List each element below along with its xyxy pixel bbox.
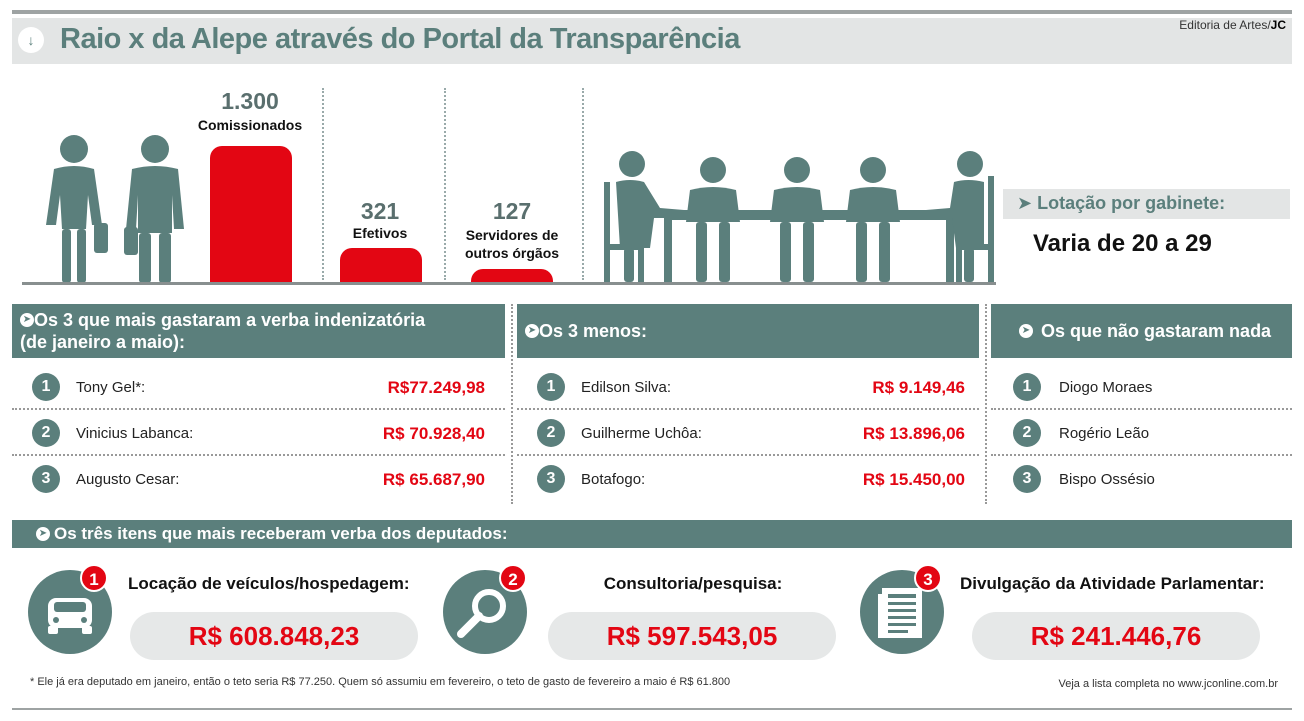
chevron-down-icon: ↓ (18, 27, 44, 53)
baseline (22, 282, 996, 285)
efetivos-bar (340, 248, 422, 282)
top-spenders-heading-line-1: Os 3 que mais gastaram a verba indenizatória (34, 310, 426, 330)
item-value: R$ 241.446,76 (972, 612, 1260, 660)
list-item (12, 410, 505, 456)
deputy-value: R$ 70.928,40 (382, 424, 485, 443)
efetivos-value: 321 (360, 198, 400, 224)
item-badge: 3 (914, 564, 942, 592)
rank-badge: 1 (1013, 373, 1041, 401)
item-title: Divulgação da Atividade Parlamentar: (960, 574, 1265, 593)
woman-figure-icon (40, 133, 110, 283)
man-figure-icon (122, 133, 188, 283)
rank-badge: 1 (32, 373, 60, 401)
divider (582, 88, 584, 280)
lotacao-label-text: Lotação por gabinete: (1037, 193, 1226, 213)
comissionados-bar (210, 146, 292, 282)
deputy-name: Botafogo: (581, 471, 646, 488)
deputy-name: Bispo Ossésio (1059, 471, 1155, 488)
meeting-table-icon (600, 148, 1000, 284)
credit (1120, 18, 1286, 32)
divider (985, 304, 987, 504)
rank-badge: 2 (32, 419, 60, 447)
item-badge: 2 (499, 564, 527, 592)
rank-badge: 3 (537, 465, 565, 493)
more-info-link[interactable]: Veja a lista completa no www.jconline.com.br (1058, 678, 1278, 690)
rank-badge: 3 (1013, 465, 1041, 493)
top-spenders-heading (12, 304, 505, 358)
deputy-name: Vinicius Labanca: (76, 425, 194, 442)
items-heading-text: Os três itens que mais receberam verba dos deputados: (54, 524, 508, 543)
item-badge: 1 (80, 564, 108, 592)
arrow-right-icon: ➤ (36, 527, 50, 541)
outros-label-line-2: outros órgãos (464, 244, 560, 261)
deputy-name: Tony Gel*: (76, 379, 146, 396)
divider (511, 304, 513, 504)
item-title: Locação de veículos/hospedagem: (128, 574, 410, 593)
item-value: R$ 608.848,23 (130, 612, 418, 660)
top-spenders-list (12, 364, 505, 502)
outros-value: 127 (492, 198, 532, 224)
list-item (517, 410, 979, 456)
deputy-value: R$ 65.687,90 (382, 470, 485, 489)
outros-label-line-1: Servidores de (465, 227, 559, 243)
efetivos-label: Efetivos (352, 225, 408, 241)
list-item (517, 364, 979, 410)
top-spenders-heading-line-2: (de janeiro a maio): (20, 332, 186, 352)
list-item (991, 364, 1292, 410)
arrow-right-icon: ➤ (20, 313, 34, 327)
rank-badge: 2 (537, 419, 565, 447)
list-item (991, 410, 1292, 456)
least-spenders-heading-text: Os 3 menos: (539, 321, 648, 341)
deputy-value: R$ 15.450,00 (862, 470, 965, 489)
list-item (12, 456, 505, 502)
deputy-name: Augusto Cesar: (76, 471, 180, 488)
lotacao-label (1017, 193, 1225, 214)
item-value: R$ 597.543,05 (548, 612, 836, 660)
items-heading (12, 520, 1292, 548)
divider (322, 88, 324, 280)
least-spenders-heading (517, 304, 979, 358)
rank-badge: 2 (1013, 419, 1041, 447)
top-rule (12, 10, 1292, 14)
arrow-right-icon: ➤ (525, 324, 539, 338)
list-item (991, 456, 1292, 502)
divider (444, 88, 446, 280)
comissionados-label: Comissionados (197, 117, 303, 133)
arrow-right-icon: ➤ (1019, 324, 1033, 338)
arrow-right-icon: ➤ (1017, 193, 1038, 213)
page-title: Raio x da Alepe através do Portal da Transparência (60, 23, 740, 55)
deputy-name: Edilson Silva: (581, 379, 672, 396)
list-item (12, 364, 505, 410)
no-spenders-heading (991, 304, 1292, 358)
lotacao-value: Varia de 20 a 29 (1033, 230, 1212, 257)
rank-badge: 3 (32, 465, 60, 493)
outros-bar (471, 269, 553, 282)
rank-badge: 1 (537, 373, 565, 401)
comissionados-value: 1.300 (221, 88, 279, 114)
deputy-name: Rogério Leão (1059, 425, 1150, 442)
deputy-name: Guilherme Uchôa: (581, 425, 702, 442)
least-spenders-list (517, 364, 979, 502)
deputy-value: R$ 9.149,46 (872, 378, 965, 397)
credit-prefix: Editoria de Artes/ (1179, 18, 1271, 32)
deputy-name: Diogo Moraes (1059, 379, 1153, 396)
credit-brand: JC (1270, 18, 1286, 32)
deputy-value: R$ 13.896,06 (862, 424, 965, 443)
bottom-rule (12, 708, 1292, 710)
no-spenders-list (991, 364, 1292, 502)
list-item (517, 456, 979, 502)
outros-label (448, 227, 576, 262)
no-spenders-heading-text: Os que não gastaram nada (1041, 321, 1272, 341)
deputy-value: R$77.249,98 (387, 378, 485, 397)
footnote: * Ele já era deputado em janeiro, então o teto seria R$ 77.250. Quem só assumiu em fevereiro, o teto de gasto de fevereiro a maio é R$ 61.800 (30, 676, 731, 688)
item-title: Consultoria/pesquisa: (603, 574, 783, 593)
